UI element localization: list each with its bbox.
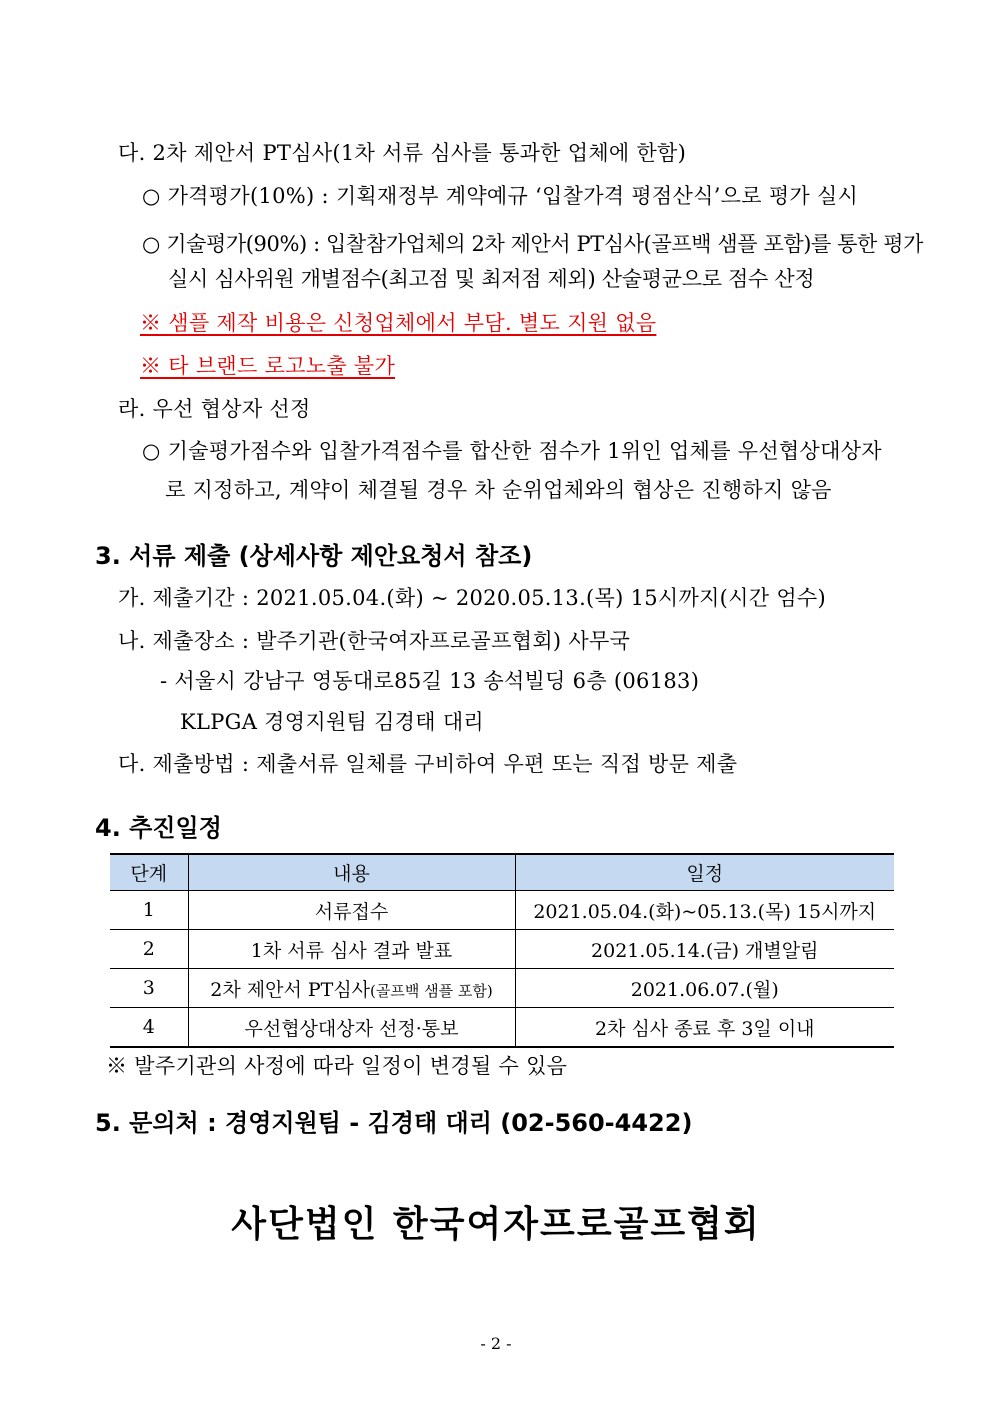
table-header-row <box>110 854 894 891</box>
logo-note: ※ 타 브랜드 로고노출 불가 <box>140 354 396 378</box>
content-cell <box>188 969 515 1008</box>
step-cell: 3 <box>110 969 188 1008</box>
pt-review-title: 다. 2차 제안서 PT심사(1차 서류 심사를 통과한 업체에 한함) <box>118 141 687 165</box>
content-small: (골프백 샘플 포함) <box>370 981 493 1000</box>
submit-method: 다. 제출방법 : 제출서류 일체를 구비하여 우편 또는 직접 방문 제출 <box>118 752 738 776</box>
section-3-heading: 3. 서류 제출 (상세사항 제안요청서 참조) <box>95 542 533 570</box>
submit-place: 나. 제출장소 : 발주기관(한국여자프로골프협회) 사무국 <box>118 629 631 653</box>
priority-line1: ○ 기술평가점수와 입찰가격점수를 합산한 점수가 1위인 업체를 우선협상대상자 <box>142 439 882 463</box>
section-5-heading: 5. 문의처 : 경영지원팀 - 김경태 대리 (02-560-4422) <box>95 1109 693 1137</box>
table-row <box>110 1008 894 1048</box>
submit-period: 가. 제출기간 : 2021.05.04.(화) ~ 2020.05.13.(목) 15시까지(시간 엄수) <box>118 586 826 610</box>
schedule-note: ※ 발주기관의 사정에 따라 일정이 변경될 수 있음 <box>106 1054 568 1078</box>
table-row <box>110 891 894 930</box>
content-cell: 서류접수 <box>188 891 515 930</box>
page-number: - 2 - <box>480 1334 512 1353</box>
content-main: 2차 제안서 PT심사 <box>210 978 371 1001</box>
date-cell: 2021.06.07.(월) <box>515 969 894 1008</box>
step-cell: 4 <box>110 1008 188 1048</box>
content-cell: 1차 서류 심사 결과 발표 <box>188 930 515 969</box>
address: - 서울시 강남구 영동대로85길 13 송석빌딩 6층 (06183) <box>160 669 700 693</box>
price-evaluation: ○ 가격평가(10%) : 기획재정부 계약예규 ‘입찰가격 평점산식’으로 평가 실시 <box>142 184 859 208</box>
header-step: 단계 <box>110 854 188 891</box>
section-4-heading: 4. 추진일정 <box>95 814 222 842</box>
step-cell: 1 <box>110 891 188 930</box>
table-row <box>110 969 894 1008</box>
contact-person: KLPGA 경영지원팀 김경태 대리 <box>180 710 484 734</box>
sample-cost-note: ※ 샘플 제작 비용은 신청업체에서 부담. 별도 지원 없음 <box>140 311 657 335</box>
organization-name: 사단법인 한국여자프로골프협회 <box>231 1203 761 1245</box>
header-date: 일정 <box>515 854 894 891</box>
date-cell: 2021.05.04.(화)~05.13.(목) 15시까지 <box>515 891 894 930</box>
table-row <box>110 930 894 969</box>
tech-evaluation-line1: ○ 기술평가(90%) : 입찰참가업체의 2차 제안서 PT심사(골프백 샘플 포함)를 통한 평가 <box>142 232 923 256</box>
priority-negotiator-title: 라. 우선 협상자 선정 <box>118 397 311 421</box>
date-cell: 2021.05.14.(금) 개별알림 <box>515 930 894 969</box>
header-content: 내용 <box>188 854 515 891</box>
step-cell: 2 <box>110 930 188 969</box>
content-cell: 우선협상대상자 선정·통보 <box>188 1008 515 1048</box>
schedule-table <box>110 853 894 1048</box>
date-cell: 2차 심사 종료 후 3일 이내 <box>515 1008 894 1048</box>
tech-evaluation-line2: 실시 심사위원 개별점수(최고점 및 최저점 제외) 산술평균으로 점수 산정 <box>168 267 815 291</box>
priority-line2: 로 지정하고, 계약이 체결될 경우 차 순위업체와의 협상은 진행하지 않음 <box>165 478 832 502</box>
